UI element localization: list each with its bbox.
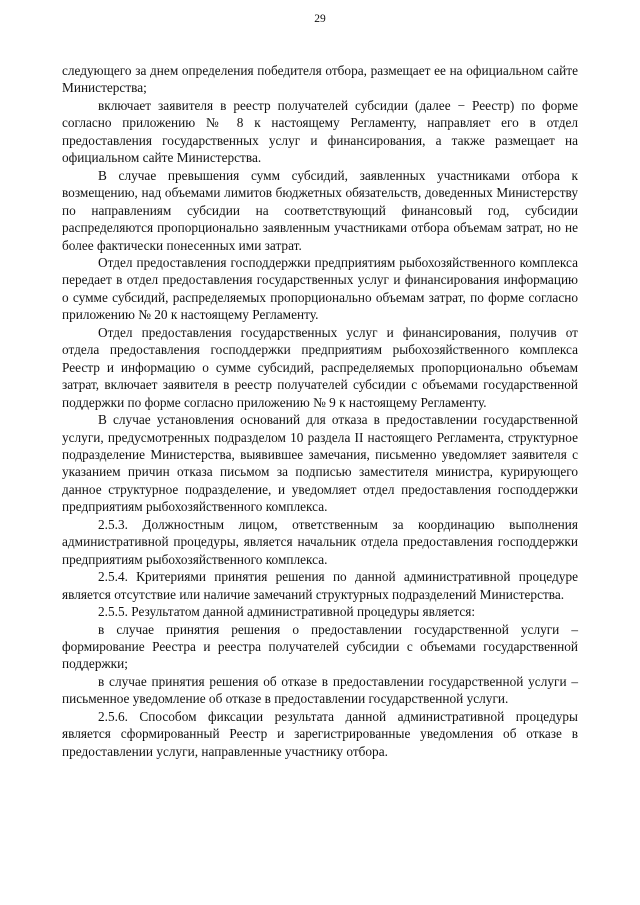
paragraph-12: 2.5.6. Способом фиксации результата данной административной процедуры является сформированный Реестр и зарегистрированные уведомления об отказе в предоставлении услуги, направленные участнику отбора. xyxy=(62,708,578,759)
paragraph-8: 2.5.4. Критериями принятия решения по данной административной процедуре является отсутствие или наличие замечаний структурных подразделений Министерства. xyxy=(62,569,578,602)
page-number: 29 xyxy=(314,13,326,25)
paragraph-5: Отдел предоставления государственных услуг и финансирования, получив от отдела предоставления господдержки предприятиям рыбохозяйственного комплекса Реестр и информацию о сумме субсидий, распределяемых пропорционально объемам затрат, включает заявителя в реестр получателей субсидии с объемами государственной поддержки по форме согласно приложению № 9 к настоящему Регламенту. xyxy=(62,324,578,410)
paragraph-6: В случае установления оснований для отказа в предоставлении государственной услуги, предусмотренных подразделом 10 раздела II настоящего Регламента, структурное подразделение Министерства, выявившее замечания, письменно уведомляет заявителя с указанием причин отказа письмом за подписью заместителя министра, курирующего данное структурное подразделение, и уведомляет отдел предоставления господдержки предприятиям рыбохозяйственного комплекса. xyxy=(62,412,578,515)
paragraph-4: Отдел предоставления господдержки предприятиям рыбохозяйственного комплекса передает в отдел предоставления государственных услуг и финансирования информацию о сумме субсидий, распределяемых пропорционально объемам затрат, по форме согласно приложению № 20 к настоящему Регламенту. xyxy=(62,254,578,323)
paragraph-10: в случае принятия решения о предоставлении государственной услуги – формирование Реестра и реестра получателей субсидии с объемами государственной поддержки; xyxy=(62,621,578,672)
paragraph-9: 2.5.5. Результатом данной административной процедуры является: xyxy=(98,604,476,620)
paragraph-11: в случае принятия решения об отказе в предоставлении государственной услуги – письменное уведомление об отказе в предоставлении государственной услуги. xyxy=(62,673,578,707)
body-text xyxy=(62,62,578,760)
paragraph-7: 2.5.3. Должностным лицом, ответственным за координацию выполнения административной процедуры, является начальник отдела предоставления господдержки предприятиям рыбохозяйственного комплекса. xyxy=(62,516,578,567)
paragraph-3: В случае превышения сумм субсидий, заявленных участниками отбора к возмещению, над объемами лимитов бюджетных обязательств, доведенных Министерству по направлениям субсидии на соответствующий финансовый год, субсидии распределяются пропорционально заявленным участниками отбора объемам затрат, но не более фактически понесенных ими затрат. xyxy=(62,167,578,253)
paragraph-2: включает заявителя в реестр получателей субсидии (далее − Реестр) по форме согласно приложению № 8 к настоящему Регламенту, направляет его в отдел предоставления государственных услуг и финансирования, а также размещает на официальном сайте Министерства. xyxy=(62,97,578,166)
paragraph-1: следующего за днем определения победителя отбора, размещает ее на официальном сайте Министерства; xyxy=(62,63,578,96)
